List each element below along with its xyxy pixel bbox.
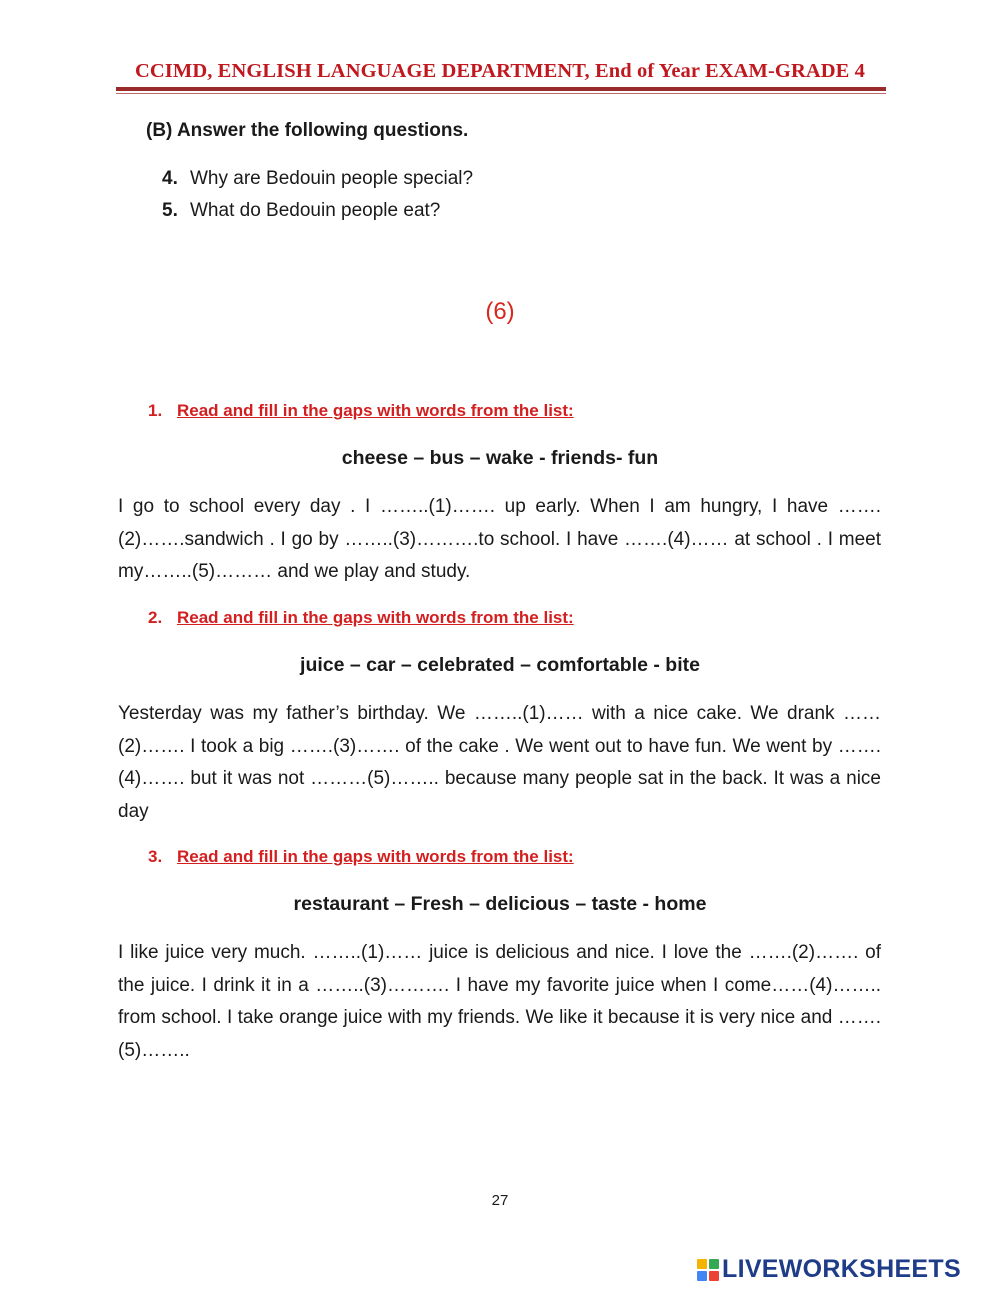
logo-square — [697, 1271, 707, 1281]
exercise-2-word-list: juice – car – celebrated – comfortable - bite — [300, 654, 700, 676]
exercise-3-instruction — [148, 847, 574, 867]
exercise-number: 2. — [148, 608, 163, 627]
exercise-1-paragraph: I go to school every day . I ……..(1)……. up early. When I am hungry, I have …….(2)…….sandwich . I go by ……..(3)……….to school. I have …….(4)…… at school . I meet my……..(5)……… and we play and study. — [118, 496, 881, 582]
question-number: 4. — [162, 168, 178, 189]
question-item — [162, 168, 473, 190]
exercise-1-word-list: cheese – bus – wake - friends- fun — [341, 447, 659, 469]
exercise-number: 1. — [148, 401, 163, 420]
exercise-number: 3. — [148, 847, 163, 866]
liveworksheets-wordmark: LIVEWORKSHEETS — [722, 1255, 961, 1283]
exercise-instruction-text: Read and fill in the gaps with words from the list: — [177, 608, 574, 627]
exercise-3-paragraph: I like juice very much. ……..(1)…… juice is delicious and nice. I love the …….(2)……. of the juice. I drink it in a ……..(3)………. I have my favorite juice when I come……(4)…….. from school. I take orange juice with my friends. We like it because it is very nice and …….(5)…….. — [118, 942, 881, 1061]
question-item — [162, 200, 440, 222]
question-text: What do Bedouin people eat? — [190, 200, 441, 221]
logo-square — [709, 1271, 719, 1281]
exercise-3-word-list: restaurant – Fresh – delicious – taste - home — [293, 893, 707, 915]
exercise-2-paragraph: Yesterday was my father’s birthday. We ……..(1)…… with a nice cake. We drank ……(2)……. I took a big …….(3)……. of the cake . We went out to have fun. We went by …….(4)……. but it was not ………(5)…….. because many people sat in the back. It was a nice day — [118, 703, 881, 822]
part-number: (6) — [485, 298, 515, 325]
liveworksheets-logo-icon — [697, 1259, 719, 1281]
exam-header-title: CCIMD, ENGLISH LANGUAGE DEPARTMENT, End of Year EXAM-GRADE 4 — [134, 60, 866, 82]
exercise-1-instruction — [148, 401, 574, 421]
exercise-instruction-text: Read and fill in the gaps with words from the list: — [177, 847, 574, 866]
exercise-2-instruction — [148, 608, 574, 628]
section-b-title: (B) Answer the following questions. — [146, 120, 469, 141]
exercise-instruction-text: Read and fill in the gaps with words from the list: — [177, 401, 574, 420]
question-text: Why are Bedouin people special? — [190, 168, 474, 189]
logo-square — [697, 1259, 707, 1269]
header-divider-thin — [116, 93, 886, 94]
logo-square — [709, 1259, 719, 1269]
question-number: 5. — [162, 200, 178, 221]
liveworksheets-brand[interactable] — [697, 1255, 961, 1284]
header-divider — [116, 87, 886, 91]
page-number: 27 — [491, 1192, 509, 1209]
